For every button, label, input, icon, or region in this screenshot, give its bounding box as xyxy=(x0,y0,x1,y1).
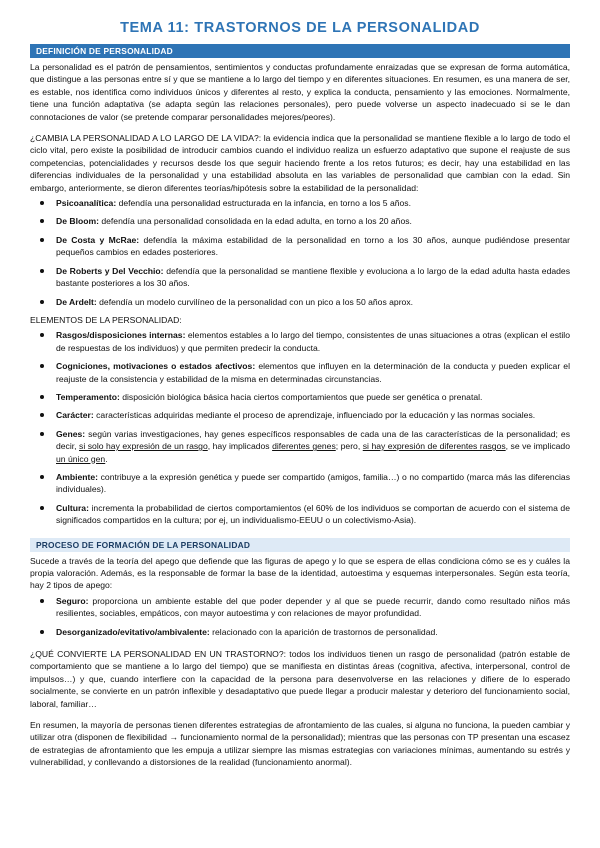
apego-list xyxy=(30,595,570,638)
genes-text: , hay implicados xyxy=(207,441,273,452)
list-item-text: defendía una personalidad consolidada en la edad adulta, en torno a los 20 años. xyxy=(98,216,412,227)
list-item-text: elementos que influyen en la determinación de la conducta y pueden explicar el reajuste de la consistencia y estabilidad de la misma en determinadas circunstancias. xyxy=(56,361,570,384)
list-item xyxy=(30,471,570,496)
list-item-term: De Roberts y Del Vecchio: xyxy=(56,265,164,276)
list-item-term: Carácter: xyxy=(56,410,94,421)
definicion-intro: La personalidad es el patrón de pensamientos, sentimientos y conductas profundamente enraizadas que se expresan de forma automática, que distingue a las personas entre sí y que se mantiene a lo largo del tiempo y en diferentes situaciones. En resumen, es una manera de ser, es estable, nos identifica como individuos únicos y diferentes al resto, y explica la conducta, pensamiento y las emociones. Normalmente, tiene una función adaptativa (se adapta según las relaciones personales), pero puede volverse un aspecto inadecuado si se le dan connotaciones de valor (se pretende comparar personalidades mejores/peores). xyxy=(30,62,570,122)
trastorno-text: todos los individuos tienen un rasgo de personalidad (patrón estable de comportamiento que se mantiene a lo largo del tiempo) que se manifiesta en distintas áreas (cognitiva, afectiva, interpersonal, control de impulsos…) y que, cuando interfiere con la capacidad de la persona para desenvolverse en las relaciones y difiere de lo esperado socialmente, se convierte en un patrón inflexible y desadaptativo que puede llegar a producir malestar y deterioro del funcionamiento social, laboral, familiar… xyxy=(30,649,570,709)
genes-text: , se ve implicado xyxy=(505,441,570,452)
list-item-text: disposición biológica básica hacia ciertos comportamientos que puede ser genética o prenatal. xyxy=(119,391,483,402)
list-item-term: Temperamento: xyxy=(56,391,120,402)
list-item-term: De Ardelt: xyxy=(56,296,97,307)
list-item-genes xyxy=(30,428,570,465)
list-item xyxy=(30,329,570,354)
list-item-term: Cogniciones, motivaciones o estados afectivos: xyxy=(56,361,256,372)
document-page xyxy=(30,18,570,769)
genes-text: ; pero, xyxy=(335,441,363,452)
list-item xyxy=(30,360,570,385)
genes-underlined: si hay expresión de diferentes rasgos xyxy=(362,441,506,452)
list-item-text: defendía una personalidad estructurada en la infancia, en torno a los 5 años. xyxy=(116,198,411,209)
list-item-text: relacionado con la aparición de trastornos de personalidad. xyxy=(209,626,438,637)
list-item-term: De Costa y McRae: xyxy=(56,234,140,245)
proceso-intro: Sucede a través de la teoría del apego que defiende que las figuras de apego y lo que se espera de ellas condiciona cómo se es y cuáles la propia valoración. Además, es la responsable de formar la base de la identidad, autoestima y esquemas interpersonales. Según esta teoría, hay 2 tipos de apego: xyxy=(30,555,570,591)
list-item-text: características adquiridas mediante el proceso de aprendizaje, influenciado por la educación y las normas sociales. xyxy=(93,410,536,421)
list-item-term: Cultura: xyxy=(56,502,89,513)
list-item xyxy=(30,265,570,290)
list-item xyxy=(30,502,570,527)
cambia-lead: ¿CAMBIA LA PERSONALIDAD A LO LARGO DE LA VIDA?: xyxy=(30,133,262,144)
list-item-term: Rasgos/disposiciones internas: xyxy=(56,330,186,341)
section-heading-definicion: DEFINICIÓN DE PERSONALIDAD xyxy=(30,44,570,58)
trastorno-paragraph xyxy=(30,648,570,710)
list-item-text: defendía que la personalidad se mantiene flexible y evoluciona a lo largo de la edad adulta hasta edades bastante posteriores a los 30 años. xyxy=(56,265,570,289)
list-item-term: Desorganizado/evitativo/ambivalente: xyxy=(56,626,210,637)
list-item-term: De Bloom: xyxy=(56,216,99,227)
document-title: TEMA 11: TRASTORNOS DE LA PERSONALIDAD xyxy=(120,20,480,36)
genes-underlined: un único gen xyxy=(56,453,106,464)
section-heading-proceso: PROCESO DE FORMACIÓN DE LA PERSONALIDAD xyxy=(30,538,570,552)
list-item-text: elementos estables a lo largo del tiempo, consistentes de unas situaciones a otras (explican el estilo de respuestas de los individuos) y que permiten predecir la conducta. xyxy=(56,330,570,353)
resumen-paragraph: En resumen, la mayoría de personas tienen diferentes estrategias de afrontamiento de las cuales, si alguna no funciona, la pueden cambiar y utilizar otra (disponen de flexibilidad → funcionamiento normal de la personalidad); mientras que las personas con TP presentan una escasez de estrategias de afrontamiento que les empuja a utilizar siempre las mismas estrategias con variaciones mínimas, aumentando su estrés y vulnerabilidad, y conllevando a distorsiones de la realidad (funcionamiento anormal). xyxy=(30,720,570,768)
list-item xyxy=(30,626,570,638)
cambia-text: la evidencia indica que la personalidad se mantiene flexible a lo largo de todo el ciclo vital, pero existe la posibilidad de introducir cambios cuando el individuo realiza un esfuerzo adaptativo que supone el reajuste de sus competencias, potencialidades y recursos desde los que seguir haciendo frente a los retos futuros; es decir, hay una estabilidad en las diferencias individuales de la personalidad y una estabilidad absoluta en las variables de personalidad que cambian con la edad. Sin embargo, anteriormente, se dieron diferentes teorías/hipótesis sobre la estabilidad de la personalidad: xyxy=(30,133,570,193)
list-item-term: Psicoanalítica: xyxy=(56,198,117,209)
genes-text: . xyxy=(105,453,108,464)
list-item xyxy=(30,197,570,209)
theories-list xyxy=(30,197,570,308)
genes-underlined: si solo hay expresión de un rasgo xyxy=(79,441,208,452)
list-item-text: defendía la máxima estabilidad de la personalidad en torno a los 30 años, aunque pudiéndose presentar pequeños cambios en edades posteriores. xyxy=(56,234,570,258)
list-item-text: proporciona un ambiente estable del que poder depender y al que se puede recurrir, dando como resultado niños más resilientes, sociables, empáticos, con mayor autoestima y con relaciones de mayor profundidad. xyxy=(56,595,570,619)
list-item xyxy=(30,595,570,620)
list-item xyxy=(30,234,570,259)
list-item-text: defendía un modelo curvilíneo de la personalidad con un pico a los 50 años aprox. xyxy=(96,296,414,307)
trastorno-lead: ¿QUÉ CONVIERTE LA PERSONALIDAD EN UN TRASTORNO?: xyxy=(30,649,287,660)
elementos-list xyxy=(30,329,570,526)
list-item xyxy=(30,391,570,403)
list-item xyxy=(30,296,570,308)
genes-text: según varias investigaciones, hay genes específicos responsables de cada una de las características de la personalidad; es decir, xyxy=(56,428,570,452)
list-item-term: Genes: xyxy=(56,428,86,439)
list-item xyxy=(30,409,570,421)
list-item-term: Ambiente: xyxy=(56,471,99,482)
elementos-heading: ELEMENTOS DE LA PERSONALIDAD: xyxy=(30,314,182,325)
list-item-text: incrementa la probabilidad de ciertos comportamientos (el 60% de los individuos se comportan de acuerdo con el sistema de significados compartidos en la cultura; por ej, un individualismo-EEUU o un colectivismo-Asia). xyxy=(56,502,570,526)
cambia-paragraph xyxy=(30,132,570,194)
list-item-term: Seguro: xyxy=(56,595,89,606)
genes-underlined: diferentes genes xyxy=(272,441,336,452)
list-item-text: contribuye a la expresión genética y puede ser compartido (amigos, familia…) o no compartido (marca más las diferencias individuales). xyxy=(56,471,570,495)
list-item xyxy=(30,215,570,227)
